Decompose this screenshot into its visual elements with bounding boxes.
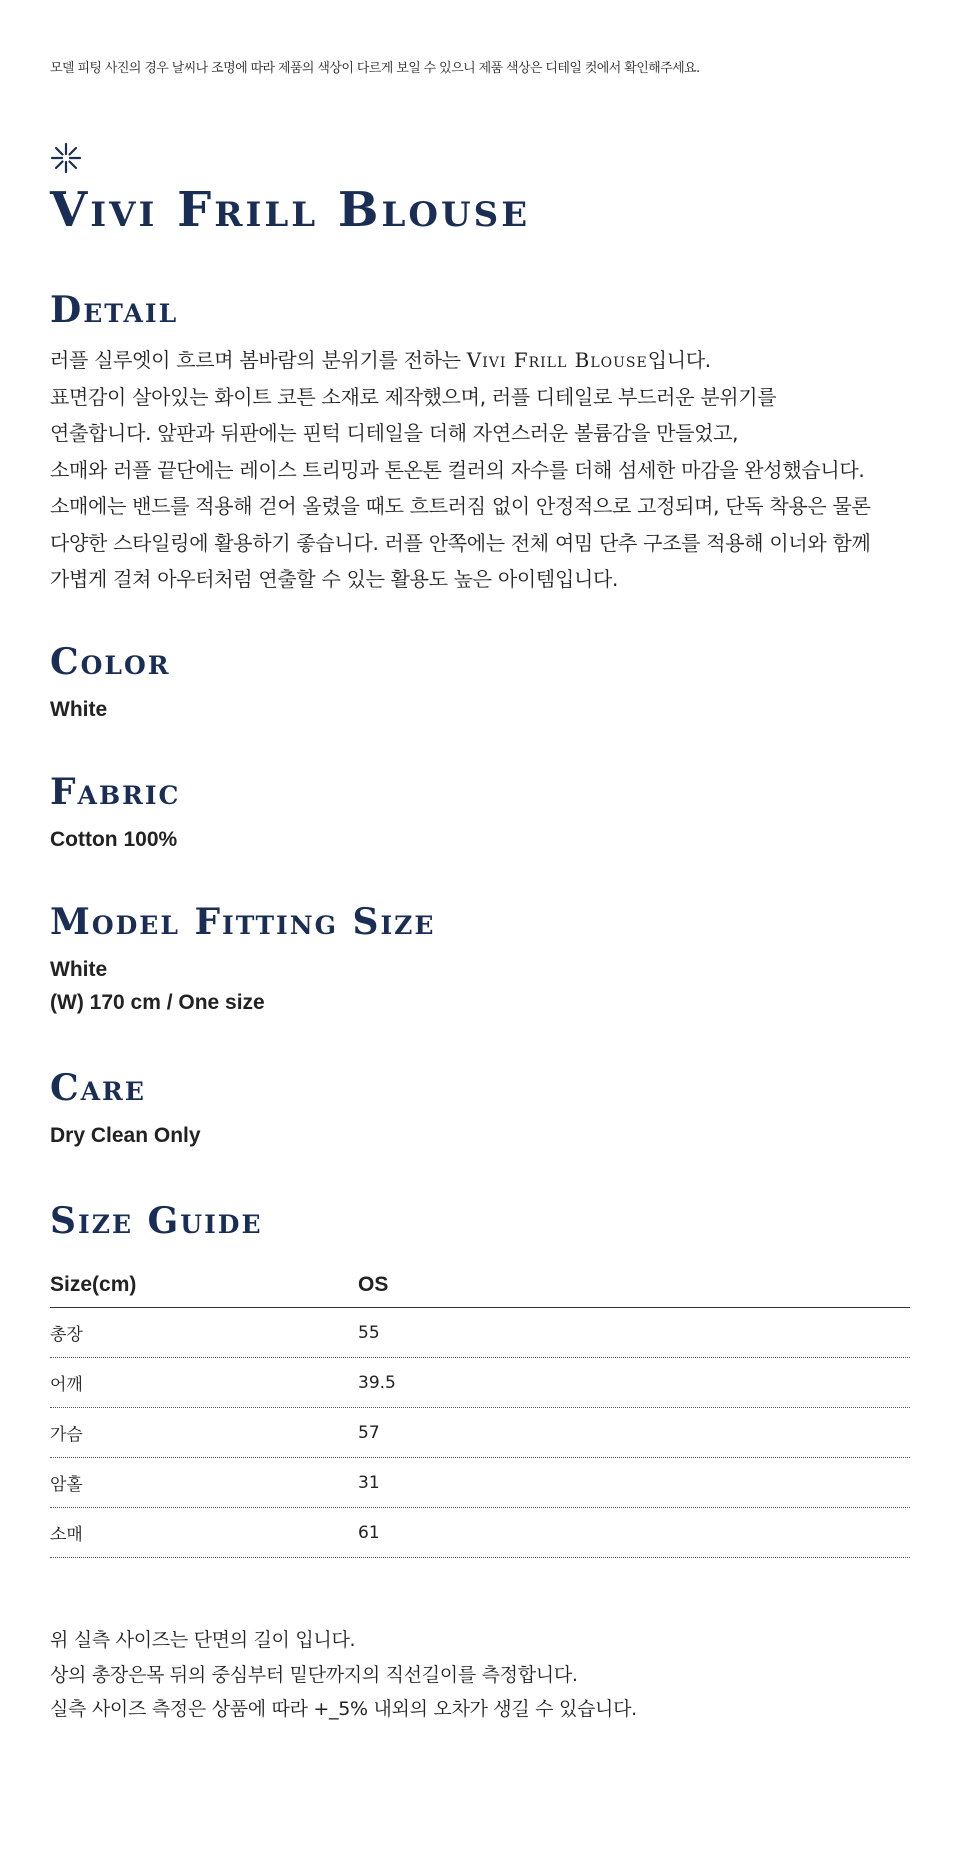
size-table-header	[50, 1262, 910, 1308]
measure-label: 소매	[50, 1525, 83, 1545]
fabric-value: Cotton 100%	[50, 828, 178, 851]
note-line: 상의 총장은목 뒤의 중심부터 밑단까지의 직선길이를 측정합니다.	[50, 1663, 578, 1686]
table-row	[50, 1508, 910, 1558]
color-notice: 모델 피팅 사진의 경우 날씨나 조명에 따라 제품의 색상이 다르게 보일 수 있으니 제품 색상은 디테일 컷에서 확인해주세요.	[50, 61, 700, 76]
table-row	[50, 1308, 910, 1358]
color-heading: Color	[50, 641, 171, 683]
size-table	[50, 1262, 910, 1558]
detail-line: 표면감이 살아있는 화이트 코튼 소재로 제작했으며, 러플 디테일로 부드러운 분위기를	[50, 384, 777, 409]
detail-line: 소매에는 밴드를 적용해 걷어 올렸을 때도 흐트러짐 없이 안정적으로 고정되며, 단독 착용은 물론	[50, 494, 871, 518]
detail-description	[50, 342, 871, 598]
measure-value: 31	[358, 1472, 380, 1493]
model-fitting-size: (W) 170 cm / One size	[50, 991, 265, 1014]
measure-value: 39.5	[358, 1372, 396, 1393]
detail-line: 연출합니다. 앞판과 뒤판에는 핀턱 디테일을 더해 자연스러운 볼륨감을 만들었고,	[50, 421, 739, 445]
color-value: White	[50, 698, 108, 721]
model-fitting-heading: Model Fitting Size	[50, 901, 436, 943]
care-heading: Care	[50, 1067, 146, 1109]
detail-line: 가볍게 걸쳐 아우터처럼 연출할 수 있는 활용도 높은 아이템입니다.	[50, 567, 619, 591]
measure-value: 55	[358, 1322, 380, 1343]
table-row	[50, 1408, 910, 1458]
measure-label: 어깨	[50, 1375, 83, 1395]
note-line: 실측 사이즈 측정은 상품에 따라 +_5% 내외의 오차가 생길 수 있습니다.	[50, 1698, 637, 1720]
detail-intro-text: 러플 실루엣이 흐르며 봄바람의 분위기를 전하는	[50, 348, 467, 372]
measure-label: 가슴	[50, 1425, 83, 1445]
detail-heading: Detail	[50, 289, 179, 331]
care-value: Dry Clean Only	[50, 1124, 201, 1147]
note-line: 위 실측 사이즈는 단면의 길이 입니다.	[50, 1629, 356, 1651]
detail-intro-line	[50, 342, 871, 379]
size-notes	[50, 1623, 637, 1727]
asterisk-flower-icon	[50, 142, 82, 174]
measure-label: 암홀	[50, 1475, 83, 1495]
product-title: Vivi Frill Blouse	[50, 182, 531, 238]
detail-product-name: Vivi Frill Blouse	[466, 348, 648, 372]
table-row	[50, 1358, 910, 1408]
model-fitting-color: White	[50, 958, 108, 981]
measure-value: 57	[358, 1422, 380, 1443]
table-row	[50, 1458, 910, 1508]
measure-label: 총장	[50, 1325, 83, 1345]
size-column-label: Size(cm)	[50, 1272, 137, 1296]
fabric-heading: Fabric	[50, 771, 181, 813]
detail-line: 다양한 스타일링에 활용하기 좋습니다. 러플 안쪽에는 전체 여밈 단추 구조를 적용해 이너와 함께	[50, 530, 871, 555]
detail-line: 소매와 러플 끝단에는 레이스 트리밍과 톤온톤 컬러의 자수를 더해 섬세한 마감을 완성했습니다.	[50, 457, 865, 482]
size-guide-heading: Size Guide	[50, 1200, 263, 1242]
size-column-os: OS	[358, 1272, 389, 1296]
measure-value: 61	[358, 1522, 380, 1543]
detail-intro-end: 입니다.	[647, 348, 711, 372]
